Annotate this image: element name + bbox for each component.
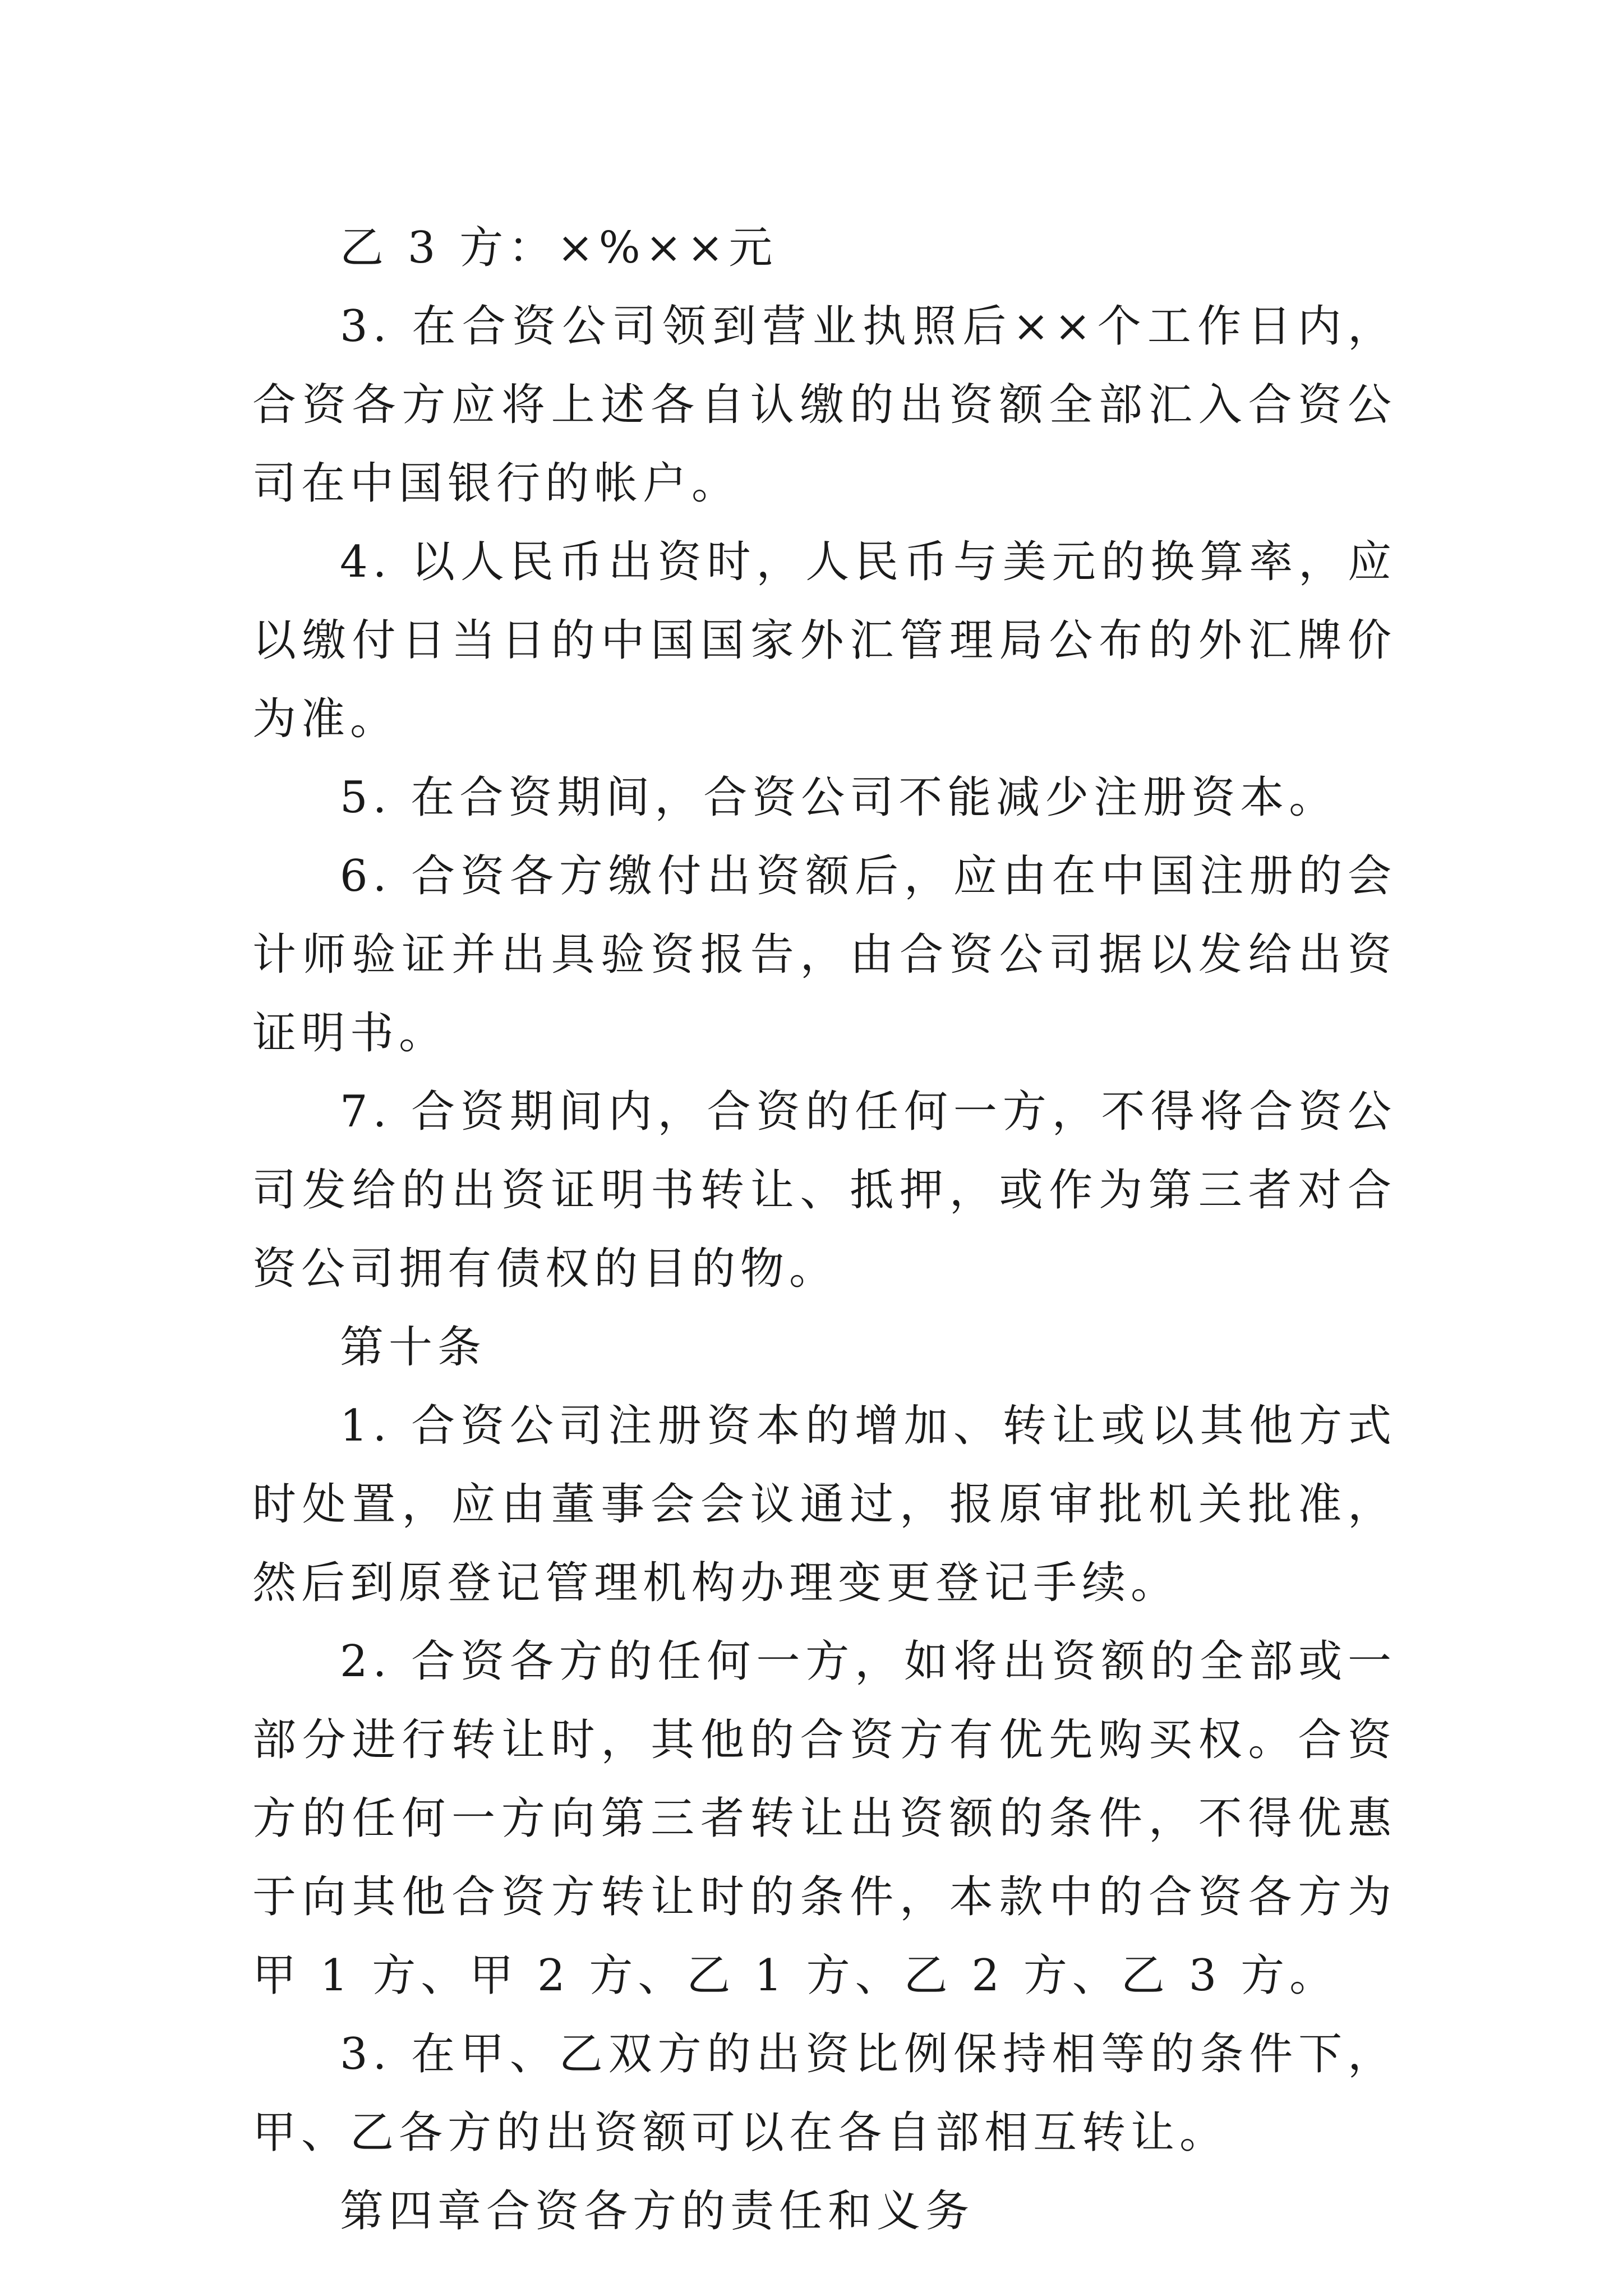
paragraph-article-10-clause-1: 1. 合资公司注册资本的增加、转让或以其他方式时处置，应由董事会会议通过，报原审批机关批准，然后到原登记管理机构办理变更登记手续。	[252, 1401, 1396, 1608]
chapter-heading-4: 第四章合资各方的责任和义务	[340, 2186, 975, 2237]
paragraph-article-10-clause-3: 3. 在甲、乙双方的出资比例保持相等的条件下，甲、乙各方的出资额可以在各自部相互转让。	[252, 2029, 1396, 2158]
paragraph-clause-7-transfer-ban: 7. 合资期间内，合资的任何一方，不得将合资公司发给的出资证明书转让、抵押，或作为第三者对合资公司拥有债权的目的物。	[252, 1087, 1396, 1294]
paragraph-article-10-clause-2: 2. 合资各方的任何一方，如将出资额的全部或一部分进行转让时，其他的合资方有优先购买权。合资方的任何一方向第三者转让出资额的条件，不得优惠于向其他合资方转让时的条件，本款中的合资各方为甲 1 方、甲 2 方、乙 1 方、乙 2 方、乙 3 方。	[252, 1636, 1396, 2001]
paragraph-party-b3-contribution: 乙 3 方：×%××元	[340, 223, 778, 273]
paragraph-clause-3-remittance: 3. 在合资公司领到营业执照后××个工作日内，合资各方应将上述各自认缴的出资额全部汇入合资公司在中国银行的帐户。	[252, 301, 1396, 509]
paragraph-clause-4-exchange-rate: 4. 以人民币出资时，人民币与美元的换算率，应以缴付日当日的中国国家外汇管理局公布的外汇牌价为准。	[252, 537, 1396, 744]
document-body	[252, 209, 1396, 2251]
article-heading-10: 第十条	[340, 1322, 487, 1373]
paragraph-clause-5-capital: 5. 在合资期间，合资公司不能减少注册资本。	[340, 772, 1338, 823]
paragraph-clause-6-verification: 6. 合资各方缴付出资额后，应由在中国注册的会计师验证并出具验资报告，由合资公司据以发给出资证明书。	[252, 851, 1396, 1059]
